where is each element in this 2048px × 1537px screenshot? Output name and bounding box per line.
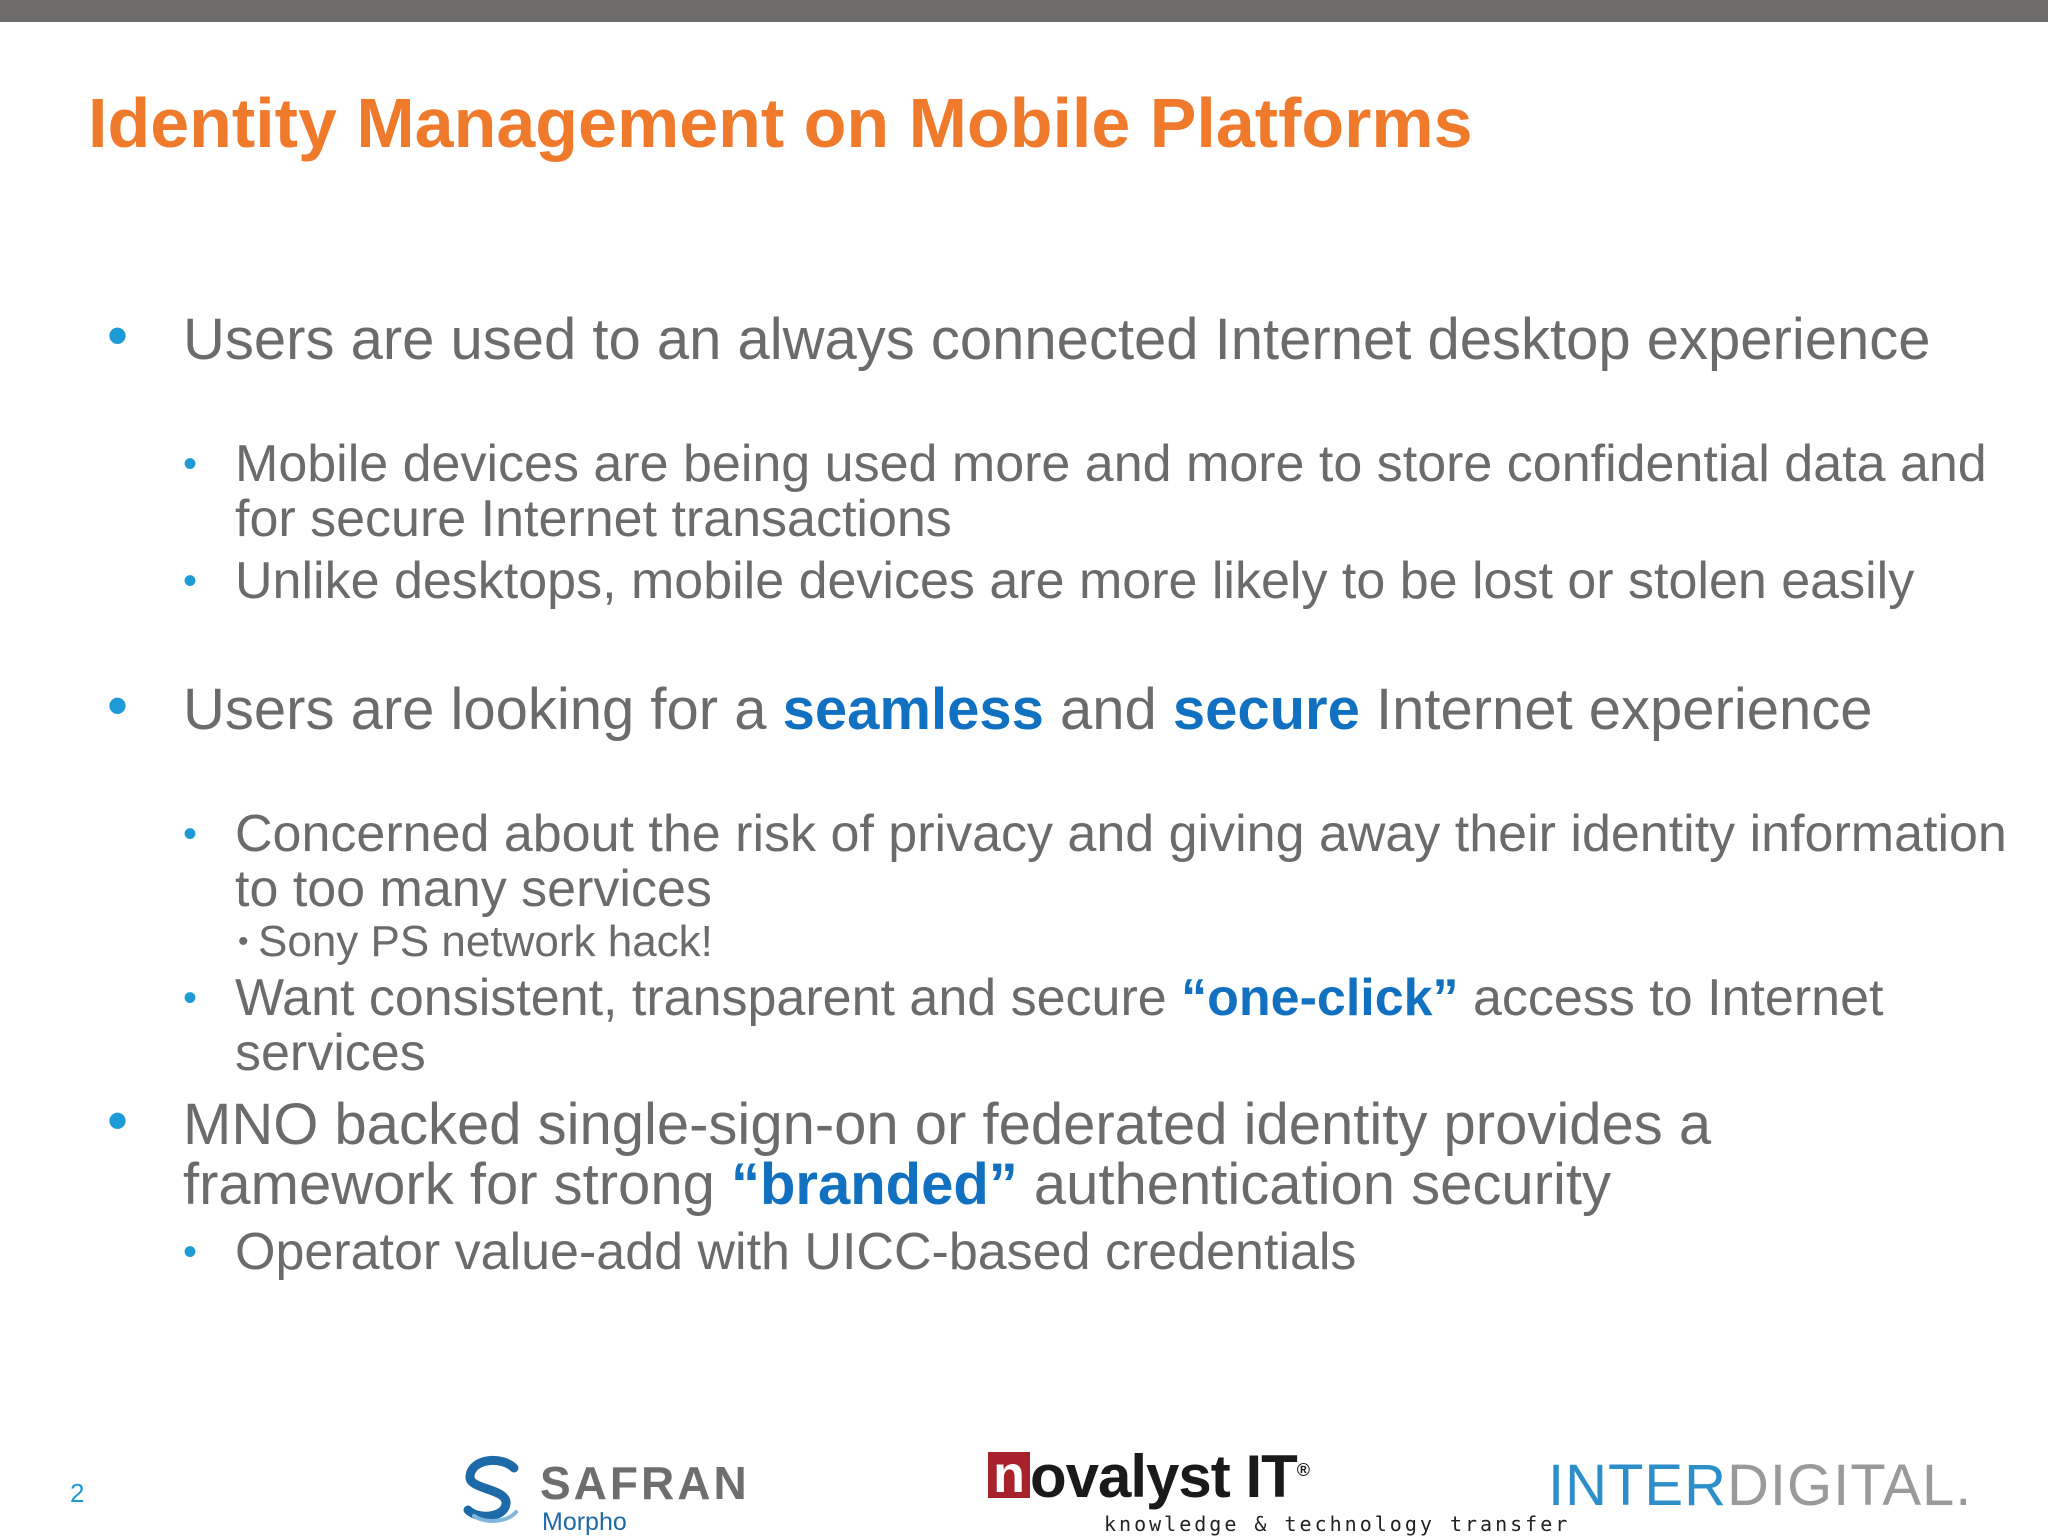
- highlight-secure: secure: [1172, 677, 1360, 742]
- bullet-dot-icon: •: [183, 1230, 198, 1274]
- interdigital-digital: DIGITAL: [1727, 1453, 1956, 1518]
- novalyst-n-mark: n: [988, 1452, 1030, 1498]
- bullet-text-pre: Users are looking for a: [183, 677, 783, 742]
- sub-bullet-item: [183, 805, 2015, 918]
- bullet-text-pre: MNO backed single-sign-on or federated identity provides a framework for strong: [183, 1092, 1712, 1217]
- safran-logo: [462, 1450, 782, 1535]
- interdigital-dot: .: [1955, 1453, 1973, 1518]
- sub-bullet-text: Unlike desktops, mobile devices are more likely to be lost or stolen easily: [235, 552, 1915, 610]
- bullet-text-post: Internet experience: [1359, 677, 1873, 742]
- safran-swirl-icon: [462, 1454, 524, 1526]
- bullet-dot-icon: •: [183, 559, 198, 603]
- bullet-dot-icon: •: [183, 442, 198, 486]
- bullet-text-post: authentication security: [1017, 1152, 1611, 1217]
- novalyst-wordmark: [1030, 1442, 1309, 1511]
- slide-title: Identity Management on Mobile Platforms: [88, 84, 1473, 162]
- bullet-text: Users are used to an always connected Internet desktop experience: [183, 307, 1931, 372]
- bullet-item: [107, 302, 1983, 372]
- bullet-dot-icon: •: [183, 812, 198, 856]
- sub-bullet-text-pre: Want consistent, transparent and secure: [235, 969, 1182, 1027]
- sub-bullet-text-post: access to Internet services: [235, 969, 1884, 1082]
- sub-sub-bullet-text: Sony PS network hack!: [258, 917, 713, 966]
- sub-sub-bullet-item: [238, 917, 1958, 966]
- sub-bullet-item: [183, 552, 2015, 610]
- safran-subtitle: Morpho: [542, 1508, 627, 1536]
- top-bar: [0, 0, 2048, 22]
- bullet-item: [107, 672, 1983, 742]
- interdigital-wordmark: [1548, 1453, 1972, 1518]
- registered-mark: ®: [1296, 1460, 1310, 1480]
- safran-wordmark: SAFRAN: [540, 1457, 750, 1509]
- highlight-branded: “branded”: [730, 1152, 1018, 1217]
- bullet-text-mid: and: [1043, 677, 1173, 742]
- bullet-dot-icon: •: [238, 925, 249, 958]
- sub-bullet-text: Mobile devices are being used more and more to store confidential data and for secure Internet transactions: [235, 435, 1987, 548]
- bullet-item: [107, 1087, 1983, 1217]
- sub-bullet-item: [183, 435, 2015, 548]
- sub-bullet-item: [183, 969, 2015, 1082]
- novalyst-name: ovalyst IT: [1030, 1443, 1297, 1510]
- bullet-dot-icon: •: [107, 672, 129, 739]
- highlight-seamless: seamless: [782, 677, 1044, 742]
- bullet-dot-icon: •: [107, 1087, 129, 1154]
- page-number: 2: [70, 1478, 85, 1508]
- novalyst-logo: [988, 1443, 1571, 1536]
- bullet-dot-icon: •: [183, 976, 198, 1020]
- sub-bullet-item: [183, 1223, 2015, 1281]
- bullet-dot-icon: •: [107, 302, 129, 369]
- interdigital-logo: [1548, 1452, 2008, 1518]
- sub-bullet-text: Concerned about the risk of privacy and giving away their identity information to too many services: [235, 805, 2007, 918]
- novalyst-tagline: knowledge & technology transfer: [1104, 1512, 1571, 1536]
- interdigital-inter: INTER: [1548, 1453, 1727, 1518]
- highlight-one-click: “one-click”: [1181, 969, 1459, 1027]
- sub-bullet-text: Operator value-add with UICC-based credentials: [235, 1223, 1357, 1281]
